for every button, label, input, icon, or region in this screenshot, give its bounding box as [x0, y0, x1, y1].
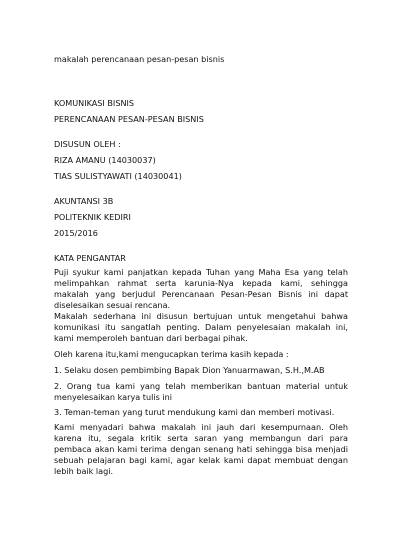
- list-item-3: 3. Teman-teman yang turut mendukung kami dan memberi motivasi.: [54, 407, 335, 417]
- paragraph-3: Oleh karena itu,kami mengucapkan terima kasih kepada :: [54, 349, 289, 359]
- paragraph-1: Puji syukur kami panjatkan kepada Tuhan yang Maha Esa yang telah melimpahkan rahmat serta karunia-Nya kepada kami, sehingga makalah yang berjudul Perencanaan Pesan-Pesan Bisnis ini dapat diselesaikan sesuai rencana.: [54, 267, 348, 310]
- document-heading: makalah perencanaan pesan-pesan bisnis: [54, 54, 225, 64]
- paragraph-2: Makalah sederhana ini disusun bertujuan untuk mengetahui bahwa komunikasi itu sangatlah penting. Dalam penyelesaian makalah ini, kami memperoleh bantuan dari berbagai pihak.: [54, 311, 348, 343]
- class-name: AKUNTANSI 3B: [54, 196, 114, 206]
- prepared-by-label: DISUSUN OLEH :: [54, 139, 121, 149]
- list-item-2: 2. Orang tua kami yang telah memberikan bantuan material untuk menyelesaikan karya tulis ini: [54, 381, 348, 402]
- paragraph-4: Kami menyadari bahwa makalah ini jauh dari kesempurnaan. Oleh karena itu, segala kritik serta saran yang membangun dari para pembaca akan kami terima dengan senang hati sehingga bisa menjadi sebuah pelajaran bagi kami, agar kelak kami dapat membuat dengan lebih baik lagi.: [54, 422, 348, 476]
- author-1: RIZA AMANU (14030037): [54, 155, 156, 165]
- foreword-heading: KATA PENGANTAR: [54, 253, 126, 263]
- institution: POLITEKNIK KEDIRI: [54, 212, 131, 222]
- author-2: TIAS SULISTYAWATI (14030041): [54, 171, 182, 181]
- academic-year: 2015/2016: [54, 228, 98, 238]
- list-item-1: 1. Selaku dosen pembimbing Bapak Dion Yanuarmawan, S.H.,M.AB: [54, 365, 325, 375]
- course-title: KOMUNIKASI BISNIS: [54, 98, 135, 108]
- topic-title: PERENCANAAN PESAN-PESAN BISNIS: [54, 114, 204, 124]
